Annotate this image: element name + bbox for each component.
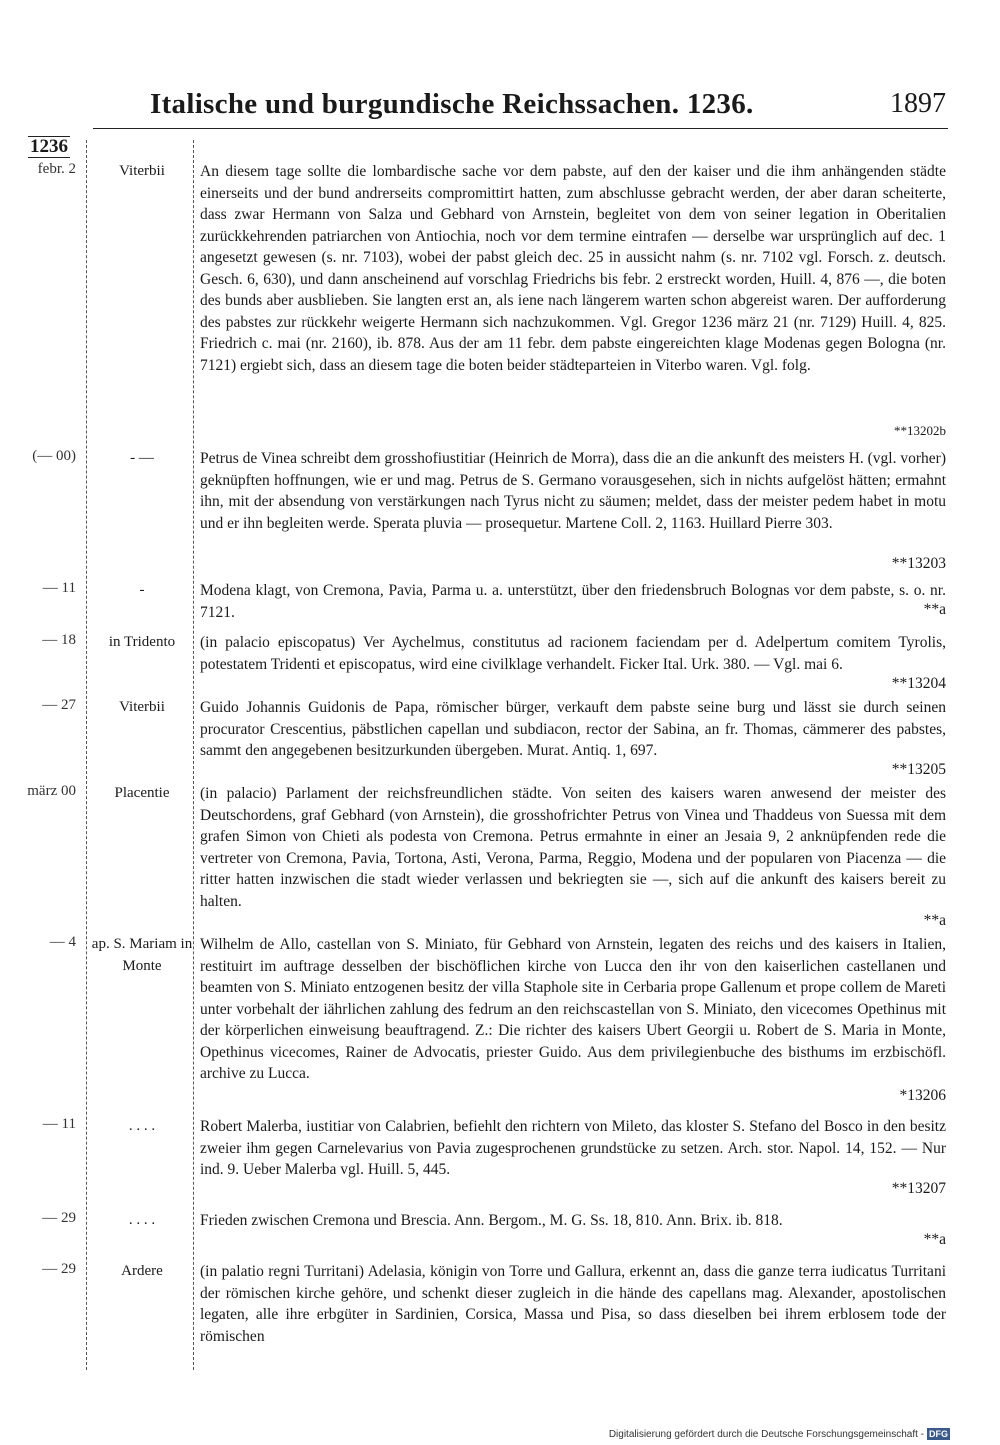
entry-place: - — (130, 450, 154, 466)
entry-text (200, 783, 946, 912)
credit-text: Digitalisierung gefördert durch die Deutsche Forschungsgemeinschaft - (608, 1428, 924, 1440)
entry-place: in Tridento (108, 634, 176, 650)
entry-text (200, 580, 946, 623)
entry-reference: **13207 (891, 1180, 946, 1197)
entry-place: ap. S. Mariam in Monte (91, 936, 193, 974)
entry-body: Robert Malerba, iustitiar von Calabrien, befiehlt den richtern von Mileto, das kloster S. Stefano del Bosco in den besitz zweier ihm gegen Carnelevarius von Pavia zugesprochenen grundstücke zu setzen. Arch. stor. Napol. 14, 152. — Nur ind. 9. Ueber Malerba vgl. Huill. 5, 445. (200, 1118, 946, 1178)
entry-text (200, 1116, 946, 1181)
page-header (150, 88, 946, 128)
entry-place: . . . . (128, 1212, 156, 1228)
header-rule (93, 128, 948, 129)
entry-place: . . . . (128, 1118, 156, 1134)
digitization-credit (609, 1428, 950, 1440)
entry-place: - (139, 582, 145, 598)
entry-place: Viterbii (119, 163, 165, 179)
entry-text (200, 632, 946, 675)
entry-body: (in palacio) Parlament der reichsfreundlichen städte. Von seiten des kaisers waren anwesend der meister des Deutschordens, graf Gebhard (von Arnstein), die grosshofrichter Petrus von Vinea und Thaddeus von Suessa mit dem grafen Simon von Chieti als podesta von Cremona. Petrus ermahnte in einer an Jesaia 9, 2 anknüpfenden rede die vertreter von Cremona, Pavia, Tortona, Asti, Verona, Parma, Reggio, Modena und der popularen von Piacenza — die ritter hatten inzwischen die stadt wieder verlassen und bekriegten sie —, sich auf die ankunft des kaisers bereit zu halten. (200, 785, 946, 910)
entry-reference: **a (923, 1231, 946, 1248)
entry-date: — 27 (42, 697, 76, 713)
entry-date: märz 00 (27, 783, 76, 799)
page-number: 1897 (890, 88, 946, 119)
entry-date: — 29 (42, 1261, 76, 1277)
entry-date: febr. 2 (37, 161, 76, 177)
entry-text (200, 697, 946, 762)
entry-body: Frieden zwischen Cremona und Brescia. Ann. Bergom., M. G. Ss. 18, 810. Ann. Brix. ib. 818. (200, 1212, 783, 1229)
entry-date: — 4 (49, 934, 76, 950)
entry-date: — 11 (42, 580, 76, 596)
column-divider-left (86, 140, 87, 1370)
entry-reference: **a (923, 912, 946, 929)
entry-place: Placentie (114, 785, 170, 801)
entry-place: Ardere (121, 1263, 163, 1279)
entry-reference: **a (923, 601, 946, 618)
entry-date: — 11 (42, 1116, 76, 1132)
entry-text (200, 448, 946, 534)
entry-body: (in palacio episcopatus) Ver Aychelmus, constitutus ad racionem faciendam per d. Adelpertum comitem Tyrolis, potestatem Tridenti et episcopatus, wird eine civilklage verhandelt. Ficker Ital. Urk. 380. — Vgl. mai 6. (200, 634, 946, 673)
entry-date: (— 00) (32, 448, 76, 464)
entry-reference: *13206 (899, 1087, 946, 1104)
entry-text (200, 1210, 946, 1232)
entry-reference: **13204 (891, 675, 946, 692)
year-label: 1236 (30, 136, 68, 157)
column-divider-right (193, 140, 194, 1370)
page-title: Italische und burgundische Reichssachen. 1236. (150, 88, 754, 120)
entry-body: Modena klagt, von Cremona, Pavia, Parma u. a. unterstützt, über den friedensbruch Bolognas vor dem pabste, s. o. nr. 7121. (200, 582, 946, 621)
entry-body: An diesem tage sollte die lombardische sache vor dem pabste, auf den der kaiser und die ihm anhängenden städte einerseits und der bund andrerseits compromittirt hatten, zum abschlusse gebracht werden, der aber daran scheiterte, dass zwar Hermann von Salza und Gebhard von Arnstein, begleitet von dem von seiner legation in Oberitalien zurückkehrenden patriarchen von Antiochia, noch vor dem termine eintrafen — derselbe war ursprünglich auf dec. 1 angesetzt gewesen (s. nr. 7103), wobei der pabst gleich dec. 25 in aussicht nahm (s. nr. 7102 vgl. Forsch. z. deutsch. Gesch. 6, 630), und dann anscheinend auf vorschlag Friedrichs bis febr. 2 erstreckt worden, Huill. 4, 876 —, die boten des bunds aber ausblieben. Sie langten erst an, als iene nach längerem warten schon abgereist waren. Der aufforderung des pabstes zur rückkehr weigerte Hermann sich nachzukommen. Vgl. Gregor 1236 märz 21 (nr. 7129) Huill. 4, 825. Friedrich c. mai (nr. 2160), ib. 878. Aus der am 11 febr. dem pabste eingereichten klage Modenas gegen Bologna (nr. 7121) ergiebt sich, dass an diesem tage die boten beider städteparteien in Viterbo waren. Vgl. folg. (200, 163, 946, 374)
dfg-logo: DFG (929, 1429, 948, 1439)
entry-date: — 29 (42, 1210, 76, 1226)
entry-text (200, 1261, 946, 1347)
entry-body: Wilhelm de Allo, castellan von S. Miniato, für Gebhard von Arnstein, legaten des reichs und des kaisers in Italien, restituirt im auftrage desselben der bischöflichen kirche von Lucca den ihr von den kaiserlichen castellanen und beamten von S. Miniato entzogenen besitz der villa Staphole site in Cerbaria prope Gallenum et prope collem de Mareti unter vorbehalt der iährlichen zahlung des fedrum an den reichscastellan von S. Miniato, den vicecomes Opethinus mit der körperlichen einweisung beauftragend. Z.: Die richter des kaisers Ubert Georgii u. Robert de S. Maria in Monte, Opethinus vicecomes, Rainer de Advocatis, priester Guido. Aus dem privilegienbuche des bisthums im erzbischöfl. archive zu Lucca. (200, 936, 946, 1082)
entry-body: Guido Johannis Guidonis de Papa, römischer bürger, verkauft dem pabste seine burg und lässt sie durch seinen procurator Crescentius, päbstlichen capellan und subdiacon, rector der Sabina, an fr. Thomas, cämmerer des pabstes, sammt den angegebenen besitzurkunden übergeben. Murat. Antiq. 1, 697. (200, 699, 946, 759)
entry-place: Viterbii (119, 699, 165, 715)
entry-body: (in palatio regni Turritani) Adelasia, königin von Torre und Gallura, erkennt an, dass die ganze terra iudicatus Turritani der römischen kirche gehöre, und schenkt dieser zugleich in die hände des capellans mag. Alexander, apostolischen legaten, alle ihre erbgüter in Sardinien, Corsica, Massa und Pisa, so dass dieselben bei ihrem erblosem tode der römischen (200, 1263, 946, 1345)
entry-reference: **13205 (891, 761, 946, 778)
entry-text (200, 934, 946, 1085)
entry-reference: **13202b (894, 423, 946, 438)
entry-reference: **13203 (891, 555, 946, 572)
entry-date: — 18 (42, 632, 76, 648)
entry-text (200, 161, 946, 376)
entry-body: Petrus de Vinea schreibt dem grosshofiustitiar (Heinrich de Morra), dass die an die ankunft des meisters H. (vgl. vorher) geknüpften hoffnungen, wie er und mag. Petrus de S. Germano vorausgesehen, sich in nichts aufgelöst hätten; ermahnt ihn, mit der absendung von verstärkungen nach Tyrus nicht zu säumen; meldet, dass der meister pedem habet in motu und er ihn begleiten werde. Sperata pluvia — prosequetur. Martene Coll. 2, 1163. Huillard Pierre 303. (200, 450, 946, 532)
